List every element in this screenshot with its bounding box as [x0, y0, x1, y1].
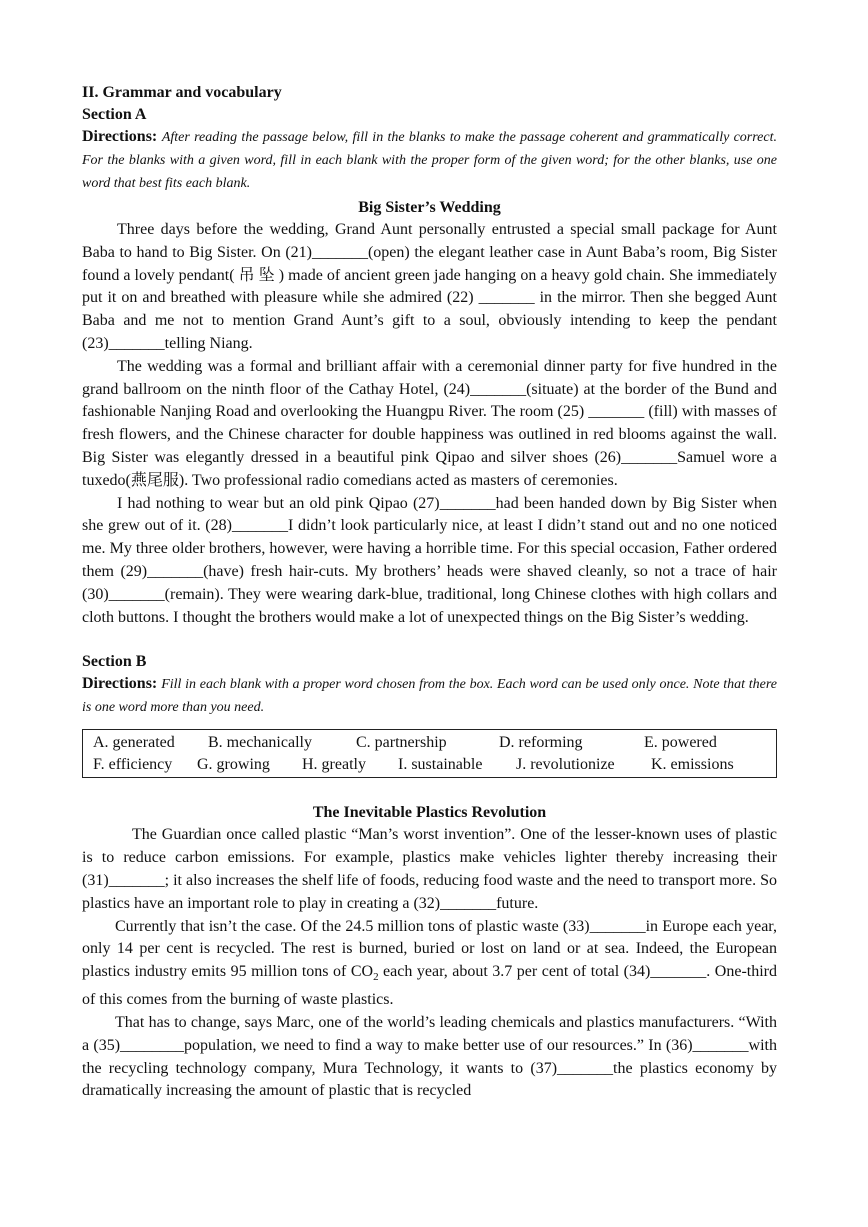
- subscript: 2: [373, 971, 379, 984]
- paragraph: [82, 916, 777, 1012]
- directions-label: Directions:: [82, 675, 158, 693]
- word-box-row: [93, 732, 766, 754]
- word-box-row: [93, 754, 766, 776]
- word-option: B. mechanically: [208, 734, 312, 752]
- word-option: J. revolutionize: [516, 756, 615, 774]
- heading: II. Grammar and vocabulary: [82, 84, 282, 101]
- paragraph: I had nothing to wear but an old pink Qipao (27)_______had been handed down by Big Sister when she grew out of it. (28)_______I didn’t look particularly nice, at least I didn’t stand out and no one noticed me. My three older brothers, however, were having a horrible time. For this special occasion, Father ordered them (29)_______(have) fresh hair-cuts. My brothers’ heads were shaved cleanly, so not a trace of hair (30)_______(remain). They were wearing dark-blue, traditional, long Chinese clothes with high collars and cloth buttons. I thought the brothers would make a lot of unexpected things on the Big Sister’s wedding.: [82, 494, 777, 626]
- passage-title: The Inevitable Plastics Revolution: [312, 804, 547, 822]
- section-a-directions: [82, 126, 777, 195]
- word-option: F. efficiency: [93, 756, 173, 774]
- passage-title: Big Sister’s Wedding: [358, 199, 501, 216]
- word-option: D. reforming: [499, 734, 583, 752]
- paragraph: That has to change, says Marc, one of the world’s leading chemicals and plastics manufacturers. “With a (35)________population, we need to find a way to make better use of our resources.” In (36)_______with the recycling technology company, Mura Technology, it wants to (37)_______the plastics economy by dramatically increasing the amount of plastic that is recycled: [82, 1013, 777, 1100]
- page: [82, 82, 777, 1103]
- section-a-label: Section A: [82, 106, 147, 123]
- word-option: G. growing: [197, 756, 270, 774]
- section-b-label: Section B: [82, 653, 147, 671]
- word-option: C. partnership: [356, 734, 447, 752]
- directions-label: Directions:: [82, 128, 158, 145]
- paragraph-part: each year, about 3.7 per cent of total (34)_______. One-third of this comes from the burning of waste plastics.: [82, 963, 777, 1009]
- paragraph: The Guardian once called plastic “Man’s worst invention”. One of the lesser-known uses of plastic is to reduce carbon emissions. For example, plastics make vehicles lighter thereby increasing their (31)_______; it also increases the shelf life of foods, reducing food waste and the need to transport more. So plastics have an important role to play in creating a (32)_______future.: [82, 826, 777, 912]
- word-option: H. greatly: [302, 756, 366, 774]
- directions-text: After reading the passage below, fill in the blanks to make the passage coherent and grammatically correct. For the blanks with a given word, fill in each blank with the proper form of the given word; for the other blanks, use one word that best fits each blank.: [82, 130, 778, 191]
- word-option: I. sustainable: [398, 756, 483, 774]
- paragraph: The wedding was a formal and brilliant affair with a ceremonial dinner party for five hundred in the grand ballroom on the ninth floor of the Cathay Hotel, (24)_______(situate) at the border of the Bund and fashionable Nanjing Road and overlooking the Huangpu River. The room (25) _______ (fill) with masses of fresh flowers, and the Chinese character for double happiness was outlined in red blooms against the wall. Big Sister was elegantly dressed in a beautiful pink Qipao and silver shoes (26)_______Samuel wore a tuxedo(燕尾服). Two professional radio comedians acted as masters of ceremonies.: [82, 357, 777, 489]
- paragraph-part: Currently that isn’t the case. Of the 24.5 million tons of plastic waste (33)_______in Europe each year, only 14 per cent is recycled. The rest is burned, buried or lost on land or at sea. Indeed, the European plastics industry emits 95 million tons of CO: [82, 917, 777, 981]
- directions-text: Fill in each blank with a proper word chosen from the box. Each word can be used only once. Note that there is one word more than you need.: [82, 677, 778, 716]
- paragraph: Three days before the wedding, Grand Aunt personally entrusted a special small package for Aunt Baba to hand to Big Sister. On (21)_______(open) the elegant leather case in Aunt Baba’s room, Big Sister found a lovely pendant( 吊 坠 ) made of ancient green jade hanging on a heavy gold chain. She immediately put it on and breathed with pleasure while she admired (22) _______ in the mirror. Then she begged Aunt Baba and me not to mention Grand Aunt’s gift to a soul, obviously intending to keep the pendant (23)_______telling Niang.: [82, 221, 777, 352]
- word-option: K. emissions: [651, 756, 734, 774]
- word-box: [82, 729, 777, 778]
- word-option: A. generated: [93, 734, 175, 752]
- section-b-directions: [82, 673, 777, 719]
- word-option: E. powered: [644, 734, 717, 752]
